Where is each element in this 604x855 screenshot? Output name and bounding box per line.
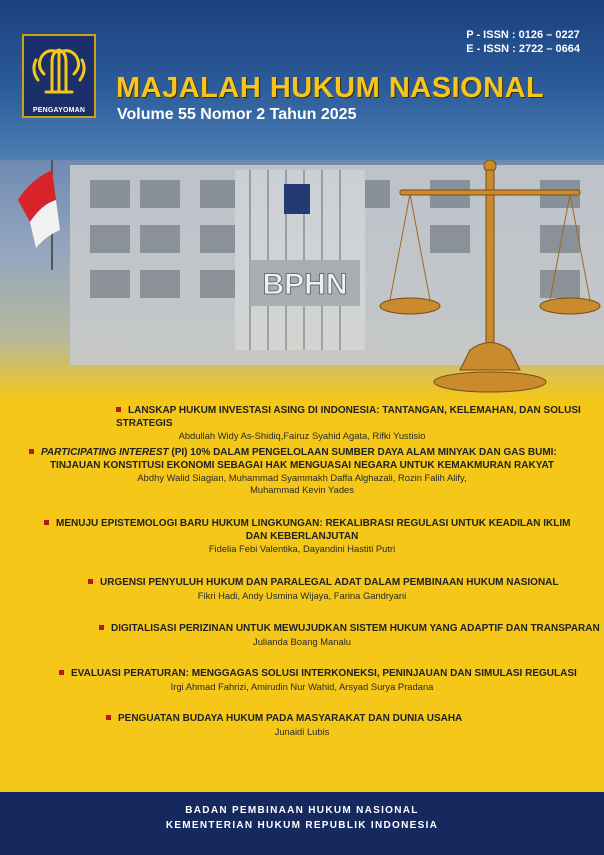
article-title: LANSKAP HUKUM INVESTASI ASING DI INDONESIA: TANTANGAN, KELEMAHAN, DAN SOLUSI STRATEGIS (116, 405, 581, 429)
list-item (0, 518, 604, 555)
list-item (0, 623, 604, 648)
article-title: URGENSI PENYULUH HUKUM DAN PARALEGAL ADAT DALAM PEMBINAAN HUKUM NASIONAL (0, 577, 604, 590)
volume-info: Volume 55 Nomor 2 Tahun 2025 (117, 106, 357, 123)
article-title: DIGITALISASI PERIZINAN UNTUK MEWUJUDKAN SISTEM HUKUM YANG ADAPTIF DAN TRANSPARAN (0, 623, 604, 636)
pengayoman-logo (22, 34, 96, 118)
bullet-icon (88, 579, 93, 584)
article-title-line: DAN KEBERLANJUTAN (245, 530, 359, 542)
issn-block (466, 28, 580, 56)
cover-footer (0, 792, 604, 855)
publisher-name: BADAN PEMBINAAN HUKUM NASIONAL (185, 805, 419, 816)
article-authors: Junaidi Lubis (274, 725, 330, 737)
article-title: PARTICIPATING INTEREST (PI) 10% DALAM PENGELOLAAN SUMBER DAYA ALAM MINYAK DAN GAS BUMI: (0, 447, 604, 460)
article-authors: Abdullah Widy As-Shidiq,Fairuz Syahid Agata, Rifki Yustisio (178, 430, 426, 441)
building-and-scales-illustration (0, 160, 604, 400)
article-title-line: TINJAUAN KONSTITUSI EKONOMI SEBAGAI HAK MENGUASAI NEGARA UNTUK KEMAKMURAN RAKYAT (49, 459, 555, 471)
list-item (0, 447, 604, 496)
ministry-name: KEMENTERIAN HUKUM REPUBLIK INDONESIA (165, 820, 439, 831)
article-list (0, 400, 604, 790)
article-authors: Julianda Boang Manalu (253, 635, 351, 647)
list-item (0, 405, 604, 442)
bullet-icon (29, 449, 34, 454)
bullet-icon (59, 670, 64, 675)
journal-title: MAJALAH HUKUM NASIONAL (116, 72, 545, 104)
bullet-icon (116, 407, 121, 412)
bullet-icon (99, 625, 104, 630)
building-sign: BPHN (262, 268, 348, 301)
e-issn: E - ISSN : 2722 – 0664 (466, 43, 580, 55)
article-authors: Abdhy Walid Siagian, Muhammad Syammakh Daffa Alghazali, Rozin Falih Alify, (137, 472, 467, 483)
article-authors: Fidelia Febi Valentika, Dayandini Hastiti Putri (208, 543, 396, 554)
article-title: EVALUASI PERATURAN: MENGGAGAS SOLUSI INTERKONEKSI, PENINJAUAN DAN SIMULASI REGULASI (0, 668, 604, 681)
list-item (0, 668, 604, 693)
cover-photo (0, 160, 604, 400)
bullet-icon (44, 520, 49, 525)
logo-caption: PENGAYOMAN (32, 107, 86, 114)
article-authors: Irgi Ahmad Fahrizi, Amirudin Nur Wahid, Arsyad Surya Pradana (170, 680, 434, 692)
p-issn: P - ISSN : 0126 – 0227 (466, 29, 580, 41)
article-title: MENUJU EPISTEMOLOGI BARU HUKUM LINGKUNGAN: REKALIBRASI REGULASI UNTUK KEADILAN IKLIM (0, 518, 604, 531)
list-item (0, 577, 604, 602)
bullet-icon (106, 715, 111, 720)
article-title: PENGUATAN BUDAYA HUKUM PADA MASYARAKAT DAN DUNIA USAHA (0, 713, 604, 726)
flag-icon (18, 160, 60, 270)
article-authors: Fikri Hadi, Andy Usmina Wijaya, Farina Gandryani (197, 589, 407, 601)
list-item (0, 713, 604, 738)
tree-emblem-icon (28, 40, 90, 102)
cover-header (0, 0, 604, 160)
article-authors: Muhammad Kevin Yades (250, 484, 354, 495)
